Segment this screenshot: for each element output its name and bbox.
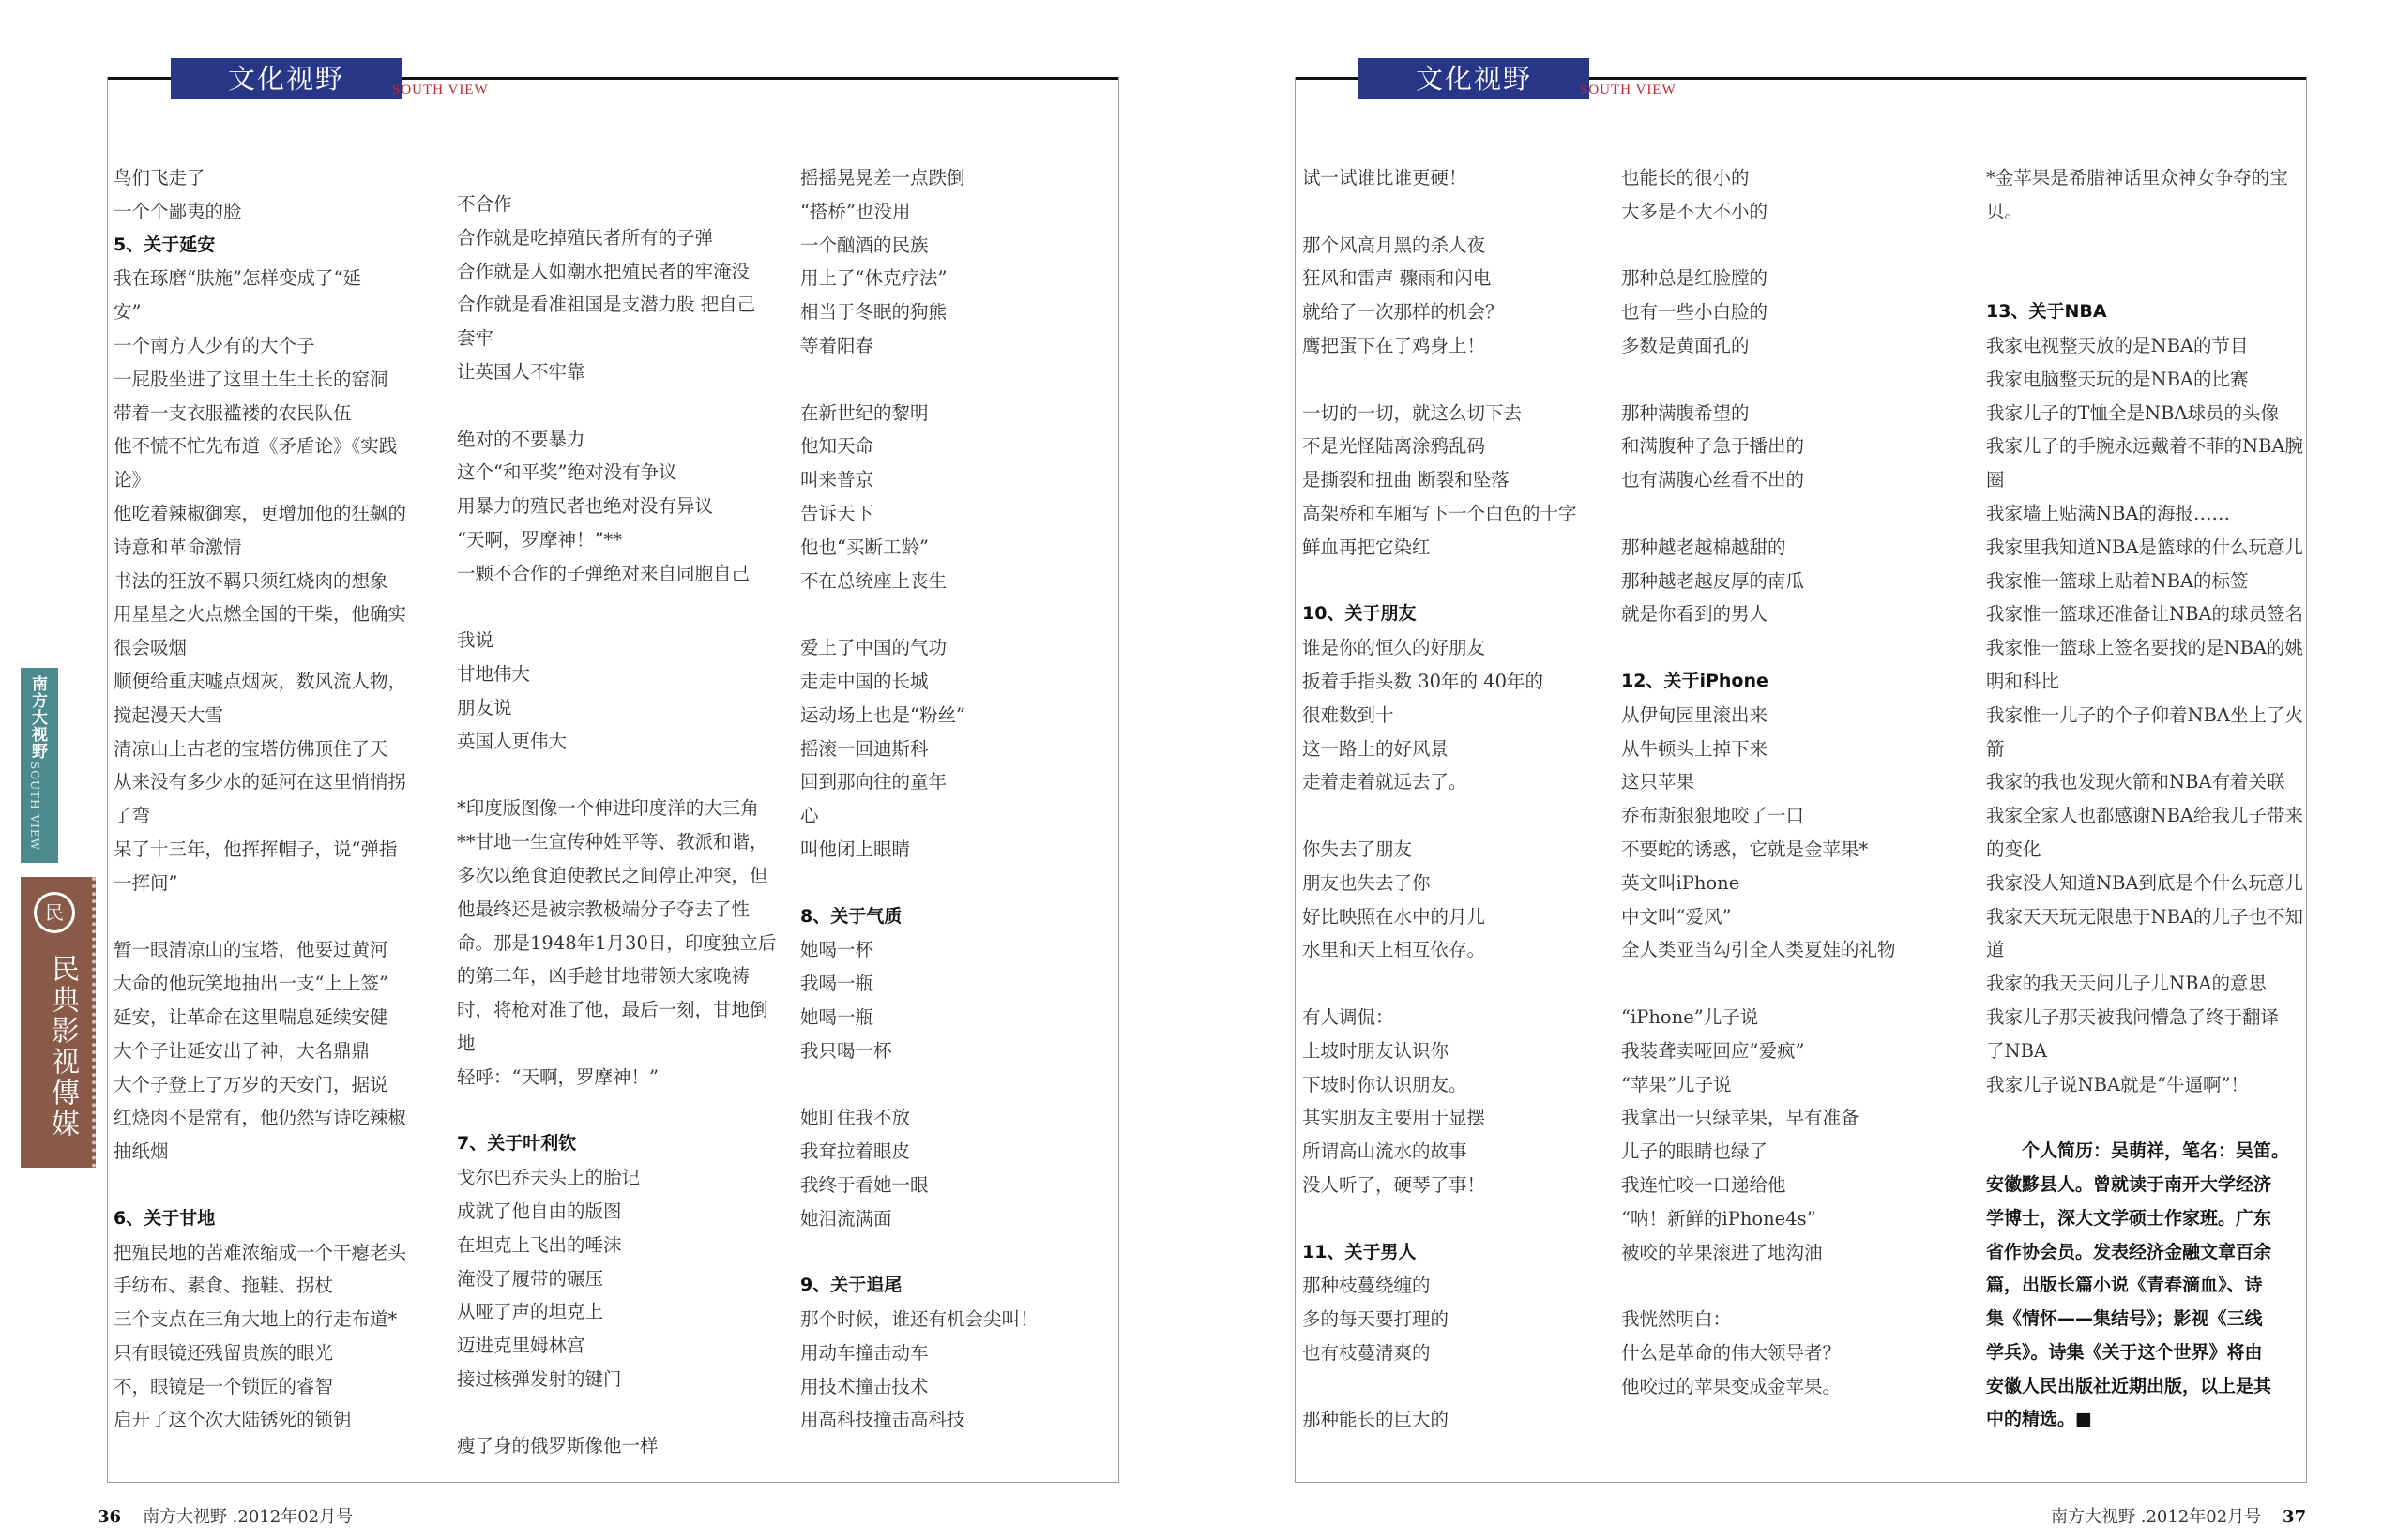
text-line: 用暴力的殖民者也绝对没有异议 <box>457 495 714 518</box>
text-line: 走着走着就远去了。 <box>1302 771 1467 793</box>
text-line: 和满腹种子急于播出的 <box>1621 435 1805 458</box>
text-line: 从来没有多少水的延河在这里悄悄拐 <box>114 771 407 793</box>
text-line: 我家儿子的T恤全是NBA球员的头像 <box>1986 401 2279 424</box>
text-line: 水里和天上相互依存。 <box>1302 939 1486 961</box>
right-section-title: 文化视野 <box>1358 58 1589 99</box>
text-line: 中的精选。■ <box>1986 1409 2092 1430</box>
stanza-gap <box>457 759 781 793</box>
text-line: **甘地一生宣传种姓平等、教派和谐， <box>457 831 768 853</box>
stanza-gap <box>1621 497 1931 531</box>
right-page-number: 37 <box>2283 1507 2307 1527</box>
text-line: 我耷拉着眼皮 <box>800 1140 911 1163</box>
text-line: 清凉山上古老的宝塔仿佛顶住了天 <box>114 737 388 760</box>
text-line: 我拿出一只绿苹果，早有准备 <box>1621 1107 1859 1129</box>
text-line: 一挥间” <box>114 871 178 894</box>
text-line: 我家惟一儿子的个子仰着NBA坐上了火 <box>1986 703 2303 726</box>
stanza-gap <box>800 867 1124 900</box>
text-line: 狂风和雷声 骤雨和闪电 <box>1302 267 1492 290</box>
right-section-subtitle: SOUTH VIEW <box>1580 83 1677 98</box>
stanza-gap <box>114 900 437 934</box>
text-line: 他也“买断工龄” <box>800 536 929 558</box>
text-line: “呐！新鲜的iPhone4s” <box>1621 1207 1816 1230</box>
text-line: 叫他闭上眼睛 <box>800 838 911 860</box>
section-heading: 12、关于iPhone <box>1621 670 1768 691</box>
stanza-gap <box>800 1068 1124 1102</box>
text-line: 我终于看她一眼 <box>800 1173 929 1196</box>
text-line: 我家天天玩无限患于NBA的儿子也不知 <box>1986 905 2303 928</box>
text-line: 合作就是吃掉殖民者所有的子弹 <box>457 226 714 249</box>
text-line: 全人类亚当勾引全人类夏娃的礼物 <box>1621 939 1896 961</box>
text-line: 走走中国的长城 <box>800 670 929 692</box>
text-line: 没人听了，硬琴了事！ <box>1302 1173 1486 1196</box>
text-line: 的变化 <box>1986 838 2041 860</box>
text-line: 鹰把蛋下在了鸡身上！ <box>1302 334 1486 356</box>
text-line: 我家墙上贴满NBA的海报…… <box>1986 502 2230 524</box>
section-heading: 8、关于气质 <box>800 905 903 927</box>
left-page-number: 36 <box>98 1507 122 1527</box>
text-line: 接过核弹发射的键门 <box>457 1367 622 1390</box>
text-line: 启开了这个次大陆锈死的锁钥 <box>114 1409 352 1431</box>
text-line: 不在总统座上丧生 <box>800 569 948 592</box>
text-line: 鸟们飞走了 <box>114 167 205 189</box>
text-line: 中文叫“爱风” <box>1621 905 1732 928</box>
right-publication: 南方大视野 .2012年02月号 <box>2051 1507 2262 1527</box>
text-line: 三个支点在三角大地上的行走布道* <box>114 1308 398 1331</box>
author-bio <box>1986 1135 2310 1437</box>
left-publication: 南方大视野 .2012年02月号 <box>142 1507 354 1527</box>
text-line: 把殖民地的苦难浓缩成一个干瘪老头 <box>114 1241 407 1263</box>
text-line: 她喝一瓶 <box>800 1005 874 1028</box>
text-line: 学兵》。诗集《关于这个世界》将由 <box>1986 1341 2263 1363</box>
text-line: 我恍然明白： <box>1621 1308 1732 1331</box>
text-line: 谁是你的恒久的好朋友 <box>1302 637 1486 659</box>
text-line: 我家的我天天问儿子儿NBA的意思 <box>1986 973 2267 995</box>
text-line: *印度版图像一个伸进印度洋的大三角 <box>457 797 759 820</box>
text-line: 集《情怀——集结号》；影视《三线 <box>1986 1308 2263 1330</box>
stanza-gap <box>1302 967 1612 1001</box>
right-column-3 <box>1986 161 2310 1437</box>
right-footer <box>2051 1503 2306 1528</box>
text-line: 运动场上也是“粉丝” <box>800 703 965 726</box>
stanza-gap <box>457 389 781 423</box>
text-line: 我家惟一篮球上签名要找的是NBA的姚 <box>1986 637 2303 659</box>
text-line: 用动车撞击动车 <box>800 1341 929 1364</box>
stanza-gap <box>800 363 1124 397</box>
text-line: 就给了一次那样的机会？ <box>1302 301 1504 324</box>
stanza-gap <box>1302 799 1612 833</box>
text-line: 高架桥和车厢写下一个白色的十字 <box>1302 502 1577 524</box>
text-line: 甘地伟大 <box>457 663 531 686</box>
text-line: 一个南方人少有的大个子 <box>114 334 315 356</box>
text-line: 个人简历：吴萌祥，笔名：吴笛。 <box>1986 1140 2290 1162</box>
text-line: 也有枝蔓清爽的 <box>1302 1341 1431 1364</box>
stanza-gap <box>1302 565 1612 598</box>
text-line: 摇滚一回迪斯科 <box>800 737 929 760</box>
text-line: 一屁股坐进了这里土生土长的窑洞 <box>114 368 388 390</box>
text-line: 是撕裂和扭曲 断裂和坠落 <box>1302 469 1510 491</box>
stanza-gap <box>1302 1370 1612 1404</box>
stanza-gap <box>1302 195 1612 229</box>
side-tab-media <box>21 877 96 1168</box>
text-line: 她泪流满面 <box>800 1207 892 1230</box>
text-line: 不，眼镜是一个锁匠的睿智 <box>114 1375 334 1397</box>
text-line: “搭桥”也没用 <box>800 200 911 222</box>
stanza-gap <box>114 1169 437 1202</box>
text-line: 贝。 <box>1986 200 2024 222</box>
stanza-gap <box>1986 262 2310 295</box>
text-line: 的第二年，凶手趁甘地带领大家晚祷 <box>457 965 751 988</box>
text-line: 他最终还是被宗教极端分子夺去了性 <box>457 898 751 920</box>
text-line: 儿子的眼睛也绿了 <box>1621 1140 1768 1163</box>
text-line: 被咬的苹果滚进了地沟油 <box>1621 1241 1823 1263</box>
text-line: “iPhone”儿子说 <box>1621 1005 1759 1028</box>
section-heading: 10、关于朋友 <box>1302 603 1417 625</box>
text-line: 大个子让延安出了神，大名鼎鼎 <box>114 1039 371 1062</box>
text-line: 用星星之火点燃全国的干柴，他确实 <box>114 603 407 626</box>
text-line: 多数是黄面孔的 <box>1621 334 1750 356</box>
text-line: 安徽黟县人。曾就读于南开大学经济 <box>1986 1173 2272 1195</box>
text-line: 叫来普京 <box>800 469 874 491</box>
text-line: 暂一眼清凉山的宝塔，他要过黄河 <box>114 939 388 961</box>
right-column-2 <box>1621 161 1931 1403</box>
text-line: 其实朋友主要用于显摆 <box>1302 1107 1486 1129</box>
text-line: 论》 <box>114 469 151 491</box>
text-line: 篇，出版长篇小说《青春滴血》、诗 <box>1986 1275 2263 1296</box>
text-line: 很会吸烟 <box>114 637 188 659</box>
section-heading: 7、关于叶利钦 <box>457 1133 577 1155</box>
text-line: 扳着手指头数 30年的 40年的 <box>1302 670 1544 692</box>
left-column-3 <box>800 161 1124 1437</box>
text-line: 延安，让革命在这里喘息延续安健 <box>114 1005 388 1028</box>
text-line: 在新世纪的黎明 <box>800 401 929 424</box>
text-line: 诗意和革命激情 <box>114 536 242 558</box>
text-line: 抽纸烟 <box>114 1140 169 1163</box>
text-line: 学博士，深大文学硕士作家班。广东 <box>1986 1207 2272 1229</box>
text-line: 搅起漫天大雪 <box>114 703 224 726</box>
text-line: 从伊甸园里滚出来 <box>1621 703 1768 726</box>
text-line: 爱上了中国的气功 <box>800 637 948 659</box>
text-line: 从牛顿头上掉下来 <box>1621 737 1768 760</box>
stanza-gap <box>1986 229 2310 263</box>
text-line: 多次以绝食迫使教民之间停止冲突，但 <box>457 864 768 886</box>
text-line: 上坡时朋友认识你 <box>1302 1039 1449 1062</box>
text-line: 相当于冬眠的狗熊 <box>800 301 948 324</box>
text-line: 套牢 <box>457 327 494 350</box>
text-line: 很难数到十 <box>1302 703 1394 726</box>
text-line: 就是你看到的男人 <box>1621 603 1768 626</box>
section-heading: 13、关于NBA <box>1986 301 2107 323</box>
text-line: 她盯住我不放 <box>800 1107 911 1129</box>
text-line: 这只苹果 <box>1621 771 1695 793</box>
side-brand-text: 南方大视野 <box>28 675 47 760</box>
section-heading: 9、关于追尾 <box>800 1275 903 1296</box>
text-line: 命。那是1948年1月30日，印度独立后 <box>457 931 777 954</box>
text-line: 我家儿子说NBA就是“牛逼啊”！ <box>1986 1073 2249 1095</box>
text-line: 那种枝蔓绕缠的 <box>1302 1275 1431 1297</box>
text-line: 心 <box>800 805 819 827</box>
text-line: 回到那向往的童年 <box>800 771 948 793</box>
text-line: 手纺布、素食、拖鞋、拐杖 <box>114 1275 334 1297</box>
text-line: 什么是革命的伟大领导者？ <box>1621 1341 1842 1364</box>
text-line: “天啊，罗摩神！”** <box>457 528 622 551</box>
text-line: 用上了“休克疗法” <box>800 267 948 290</box>
text-line: 那种满腹希望的 <box>1621 401 1750 424</box>
text-line: 这个“和平奖”绝对没有争议 <box>457 461 677 484</box>
text-line: 圈 <box>1986 469 2005 491</box>
left-section-title: 文化视野 <box>171 58 402 99</box>
text-line: 一个个鄙夷的脸 <box>114 200 242 222</box>
text-line: 不是光怪陆离涂鸦乱码 <box>1302 435 1486 458</box>
media-logo-icon: 民 <box>34 892 75 933</box>
text-line: 他吃着辣椒御寒，更增加他的狂飙的 <box>114 502 407 524</box>
text-line: 我家惟一篮球还准备让NBA的球员签名 <box>1986 603 2303 626</box>
left-column-2 <box>457 188 781 1463</box>
side-tab-brand <box>21 668 58 863</box>
media-name: 民典影视傳媒 <box>46 954 79 1140</box>
text-line: 我连忙咬一口递给他 <box>1621 1173 1786 1196</box>
text-line: 绝对的不要暴力 <box>457 428 585 450</box>
text-line: 有人调侃： <box>1302 1005 1394 1028</box>
text-line: 那种越老越棉越甜的 <box>1621 536 1786 558</box>
text-line: 他知天命 <box>800 435 874 458</box>
text-line: 一颗不合作的子弹绝对来自同胞自己 <box>457 562 751 584</box>
text-line: 时，将枪对准了他，最后一刻，甘地倒地 <box>457 999 768 1054</box>
text-line: 那种越老越皮厚的南瓜 <box>1621 569 1805 592</box>
text-line: 淹没了履带的碾压 <box>457 1267 604 1290</box>
text-line: 你失去了朋友 <box>1302 838 1413 860</box>
text-line: 一切的一切，就这么切下去 <box>1302 401 1523 424</box>
text-line: 等着阳春 <box>800 334 874 356</box>
left-section-subtitle: SOUTH VIEW <box>392 83 489 98</box>
text-line: 轻呼：“天啊，罗摩神！” <box>457 1065 659 1088</box>
text-line: 只有眼镜还残留贵族的眼光 <box>114 1341 334 1364</box>
text-line: 我家电视整天放的是NBA的节目 <box>1986 334 2249 356</box>
text-line: 那个风高月黑的杀人夜 <box>1302 234 1486 256</box>
text-line: 了弯 <box>114 805 151 827</box>
text-line: 我只喝一杯 <box>800 1039 892 1062</box>
text-line: 明和科比 <box>1986 670 2060 692</box>
text-line: 迈进克里姆林宫 <box>457 1335 585 1357</box>
stanza-gap <box>457 591 781 625</box>
text-line: 朋友也失去了你 <box>1302 871 1431 894</box>
text-line: 不要蛇的诱惑，它就是金苹果* <box>1621 838 1869 860</box>
stanza-gap <box>457 1397 781 1430</box>
text-line: 让英国人不牢靠 <box>457 360 585 383</box>
text-line: 英国人更伟大 <box>457 730 568 752</box>
text-line: 红烧肉不是常有，他仍然写诗吃辣椒 <box>114 1107 407 1129</box>
text-line: 戈尔巴乔夫头上的胎记 <box>457 1167 641 1189</box>
text-line: 用高科技撞击高科技 <box>800 1409 965 1431</box>
section-heading: 5、关于延安 <box>114 234 216 255</box>
text-line: 下坡时你认识朋友。 <box>1302 1073 1467 1095</box>
text-line: 我家儿子那天被我问懵急了终于翻译 <box>1986 1005 2280 1028</box>
text-line: 不合作 <box>457 193 512 215</box>
stanza-gap <box>1621 967 1931 1001</box>
text-line: 我家里我知道NBA是篮球的什么玩意儿 <box>1986 536 2303 558</box>
text-line: 大命的他玩笑地抽出一支“上上签” <box>114 973 388 995</box>
text-line: 省作协会员。发表经济金融文章百余 <box>1986 1241 2272 1262</box>
text-line: 她喝一杯 <box>800 939 874 961</box>
stanza-gap <box>457 1095 781 1128</box>
text-line: 摇摇晃晃差一点跌倒 <box>800 167 965 189</box>
text-line: 好比映照在水中的月儿 <box>1302 905 1486 928</box>
text-line: 瘦了身的俄罗斯像他一样 <box>457 1435 659 1457</box>
text-line: 乔布斯狠狠地咬了一口 <box>1621 805 1805 827</box>
stanza-gap <box>1621 1269 1931 1303</box>
text-line: 我家儿子的手腕永远戴着不菲的NBA腕 <box>1986 435 2303 458</box>
text-line: 大个子登上了万岁的天安门，据说 <box>114 1073 388 1095</box>
text-line: 那种总是红脸膛的 <box>1621 267 1768 290</box>
text-line: 告诉天下 <box>800 502 874 524</box>
text-line: 用技术撞击技术 <box>800 1375 929 1397</box>
section-heading: 11、关于男人 <box>1302 1241 1417 1262</box>
stanza-gap <box>1302 363 1612 397</box>
text-line: 了NBA <box>1986 1039 2047 1062</box>
left-footer <box>98 1503 353 1528</box>
text-line: 合作就是人如潮水把殖民者的牢淹没 <box>457 260 751 282</box>
text-line: 我说 <box>457 629 494 652</box>
stanza-gap <box>1986 1101 2310 1135</box>
text-line: 也有满腹心丝看不出的 <box>1621 469 1805 491</box>
text-line: 我家没人知道NBA到底是个什么玩意儿 <box>1986 871 2303 894</box>
text-line: 我装聋卖哑回应“爱疯” <box>1621 1039 1805 1062</box>
stanza-gap <box>1621 229 1931 263</box>
left-column-1 <box>114 161 437 1437</box>
text-line: 多的每天要打理的 <box>1302 1308 1449 1331</box>
text-line: 也能长的很小的 <box>1621 167 1750 189</box>
text-line: 从哑了声的坦克上 <box>457 1301 604 1323</box>
text-line: 我家惟一篮球上贴着NBA的标签 <box>1986 569 2249 592</box>
right-column-1 <box>1302 161 1612 1437</box>
side-brand-en: SOUTH VIEW <box>28 762 41 851</box>
text-line: 道 <box>1986 939 2005 961</box>
text-line: 箭 <box>1986 737 2005 760</box>
text-line: 一个酗酒的民族 <box>800 234 929 256</box>
stanza-gap <box>800 1236 1124 1270</box>
text-line: 顺便给重庆嘘点烟灰，数风流人物， <box>114 670 407 692</box>
text-line: 带着一支衣服褴褛的农民队伍 <box>114 401 352 424</box>
text-line: 朋友说 <box>457 696 512 718</box>
text-line: 鲜血再把它染红 <box>1302 536 1431 558</box>
text-line: 合作就是看准祖国是支潜力股 把自己 <box>457 294 756 316</box>
text-line: 书法的狂放不羁只须红烧肉的想象 <box>114 569 388 592</box>
stanza-gap <box>1302 1202 1612 1236</box>
text-line: 安” <box>114 301 142 324</box>
text-line: 我在琢磨“肤施”怎样变成了“延 <box>114 267 361 290</box>
text-line: 也有一些小白脸的 <box>1621 301 1768 324</box>
section-heading: 6、关于甘地 <box>114 1207 216 1229</box>
text-line: 在坦克上飞出的唾沫 <box>457 1233 622 1256</box>
text-line: 大多是不大不小的 <box>1621 200 1768 222</box>
text-line: 这一路上的好风景 <box>1302 737 1449 760</box>
text-line: 他咬过的苹果变成金苹果。 <box>1621 1375 1842 1397</box>
stanza-gap <box>1621 631 1931 665</box>
text-line: 我家电脑整天玩的是NBA的比赛 <box>1986 368 2249 390</box>
text-line: “苹果”儿子说 <box>1621 1073 1732 1095</box>
text-line: 我家的我也发现火箭和NBA有着关联 <box>1986 771 2285 793</box>
text-line: 那个时候，谁还有机会尖叫！ <box>800 1308 1039 1331</box>
text-line: 英文叫iPhone <box>1621 871 1740 894</box>
text-line: 我家全家人也都感谢NBA给我儿子带来 <box>1986 805 2303 827</box>
text-line: 试一试谁比谁更硬！ <box>1302 167 1467 189</box>
text-line: 所谓高山流水的故事 <box>1302 1140 1467 1163</box>
text-line: 他不慌不忙先布道《矛盾论》《实践 <box>114 435 398 458</box>
text-line: 呆了十三年，他挥挥帽子，说“弹指 <box>114 838 398 860</box>
stanza-gap <box>1621 363 1931 397</box>
text-line: 成就了他自由的版图 <box>457 1200 622 1222</box>
stanza-gap <box>800 597 1124 631</box>
text-line: 安徽人民出版社近期出版，以上是其 <box>1986 1375 2272 1397</box>
text-line: *金苹果是希腊神话里众神女争夺的宝 <box>1986 167 2288 189</box>
text-line: 那种能长的巨大的 <box>1302 1409 1449 1431</box>
text-line: 我喝一瓶 <box>800 973 874 995</box>
